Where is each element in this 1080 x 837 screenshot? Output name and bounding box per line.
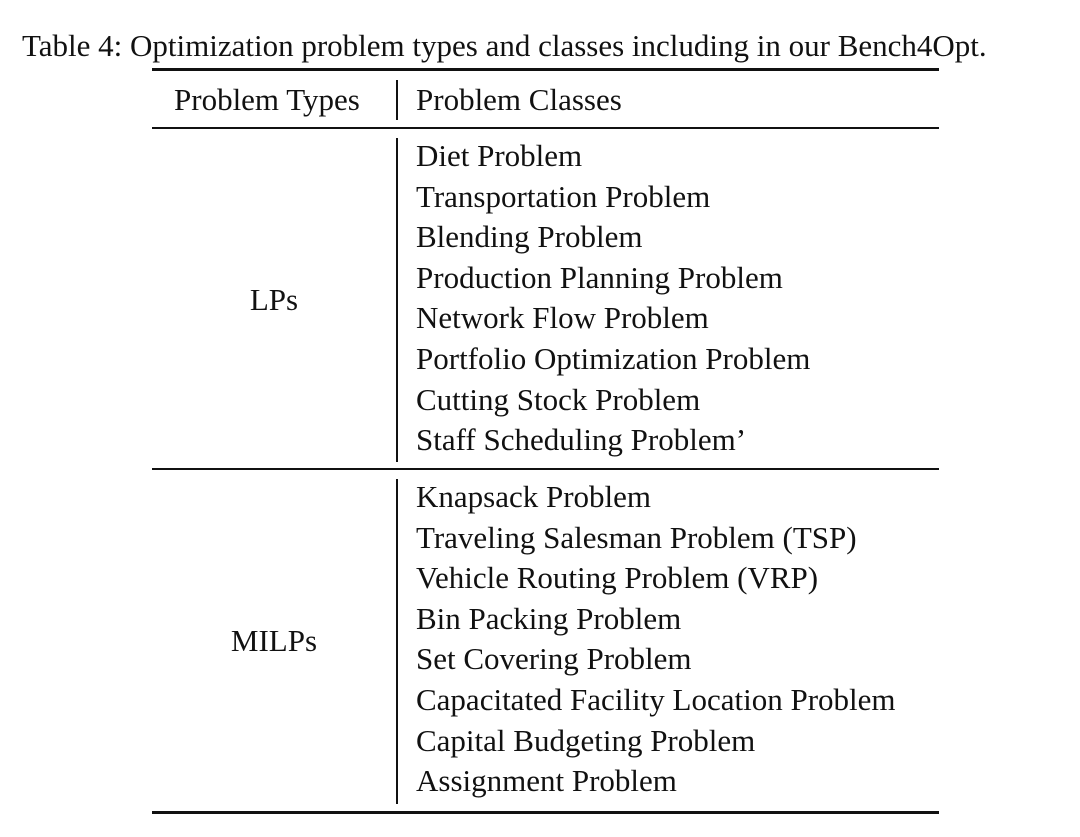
list-item: Transportation Problem — [416, 178, 711, 214]
header-problem-classes: Problem Classes — [416, 82, 622, 117]
list-item: Vehicle Routing Problem (VRP) — [416, 560, 819, 596]
list-item: Diet Problem — [416, 138, 583, 173]
list-item: Assignment Problem — [416, 763, 677, 799]
list-item: Network Flow Problem — [416, 300, 709, 336]
list-item: Production Planning Problem — [416, 259, 783, 295]
list-item: Traveling Salesman Problem (TSP) — [416, 519, 857, 555]
header-problem-types: Problem Types — [174, 82, 360, 117]
table-bottom-rule — [152, 811, 939, 814]
list-item: Bin Packing Problem — [416, 600, 682, 636]
list-item: Portfolio Optimization Problem — [416, 340, 811, 376]
list-item: Staff Scheduling Problem’ — [416, 422, 747, 458]
group-separator-rule — [152, 468, 939, 470]
list-item: Blending Problem — [416, 219, 643, 255]
list-item: Set Covering Problem — [416, 641, 692, 677]
milps-column-divider — [396, 479, 398, 804]
table-top-rule — [152, 68, 939, 71]
milps-class-list — [416, 477, 896, 802]
group-type-lps: LPs — [249, 282, 299, 317]
group-type-milps: MILPs — [230, 623, 318, 658]
header-column-divider — [396, 80, 398, 120]
table-caption: Table 4: Optimization problem types and classes including in our Bench4Opt. — [22, 28, 987, 63]
list-item: Cutting Stock Problem — [416, 381, 701, 417]
list-item: Capital Budgeting Problem — [416, 722, 756, 758]
list-item: Knapsack Problem — [416, 479, 652, 514]
lps-column-divider — [396, 138, 398, 462]
header-rule — [152, 127, 939, 129]
list-item: Capacitated Facility Location Problem — [416, 681, 896, 717]
lps-class-list — [416, 136, 810, 461]
